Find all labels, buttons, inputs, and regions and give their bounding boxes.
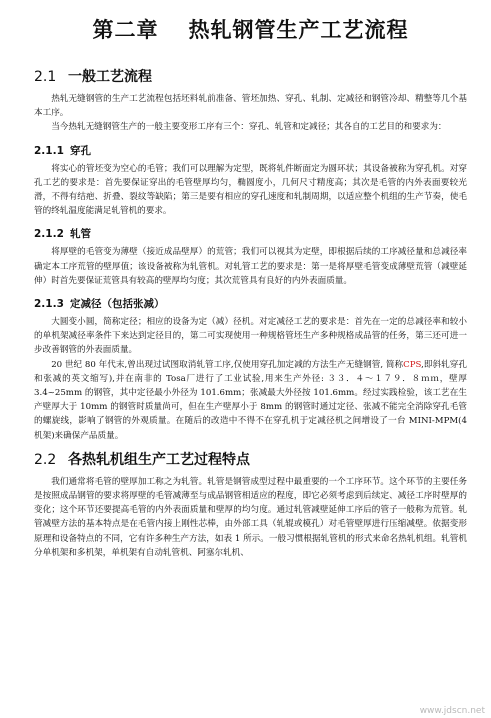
text-run: 20 世纪 80 年代末,曾出现过试图取消轧管工序,仅使用穿孔加定减的方法生产无缝钢管, 简称 [51,359,404,370]
subsection-number: 2.1.2 [34,228,64,241]
chapter-title: 热轧钢管生产工艺流程 [188,17,409,42]
text-run: ,即斜轧穿孔和张减的英文缩写),并在南非的 Tosa厂进行了工业试验,用来生产外径: ３３．４～１７９．８ｍｍ，壁厚 3.4~25mm 的钢管，其中定径最小外径为 101.6mm；张减最大外径按 101.6mm。经过实践检验，该工艺在生产壁厚大于 10mm 的钢管时质量尚可，但在生产壁厚小于 8mm 的钢管时通过定径、张减不能完全消除穿孔毛管的螺旋线，影响了钢管的外观质量。在随后的改造中不得不在穿孔机于定减径机之间增设了一台 MINI-MPM(4 机架)来确保产品质量。 [34,359,468,441]
paragraph: 将实心的管坯变为空心的毛管；我们可以理解为定型，既将轧件断面定为圆环状；其设备被称为穿孔机。对穿孔工艺的要求是：首先要保证穿出的毛管壁厚均匀，椭圆度小，几何尺寸精度高；其次是毛管的内外表面要较光滑，不得有结疤、折叠、裂纹等缺陷；第三是要有相应的穿孔速度和轧制周期，以适应整个机组的生产节奏，使毛管的终轧温度能满足轧管机的要求。 [34,163,467,217]
paragraph: 热轧无缝钢管的生产工艺流程包括坯料轧前准备、管坯加热、穿孔、轧制、定减径和钢管冷却、精整等几个基本工序。 [34,94,467,119]
subsection-title: 轧管 [70,228,91,241]
subsection-title: 穿孔 [70,144,91,157]
subsection-number: 2.1.3 [34,298,64,311]
section-number: 2.1 [34,69,57,85]
paragraph: 将厚壁的毛管变为薄壁（接近成品壁厚）的荒管；我们可以视其为定壁，即根据后续的工序减径量和总减径率确定本工序荒管的壁厚值；该设备被称为轧管机。对轧管工艺的要求是：第一是将厚壁毛管变成薄壁荒管（减壁延伸）时首先要保证荒管具有较高的壁厚均匀度；其次荒管具有良好的内外表面质量。 [34,247,467,286]
subsection-number: 2.1.1 [34,144,64,157]
section-2-1-heading [34,66,467,86]
subsection-2-1-3-heading [34,296,467,311]
watermark: www.jdscn.net [419,706,485,716]
section-title: 一般工艺流程 [68,69,152,85]
chapter-number: 第二章 [92,17,159,42]
chapter-heading [34,14,467,44]
cps-highlight: CPS [403,359,422,370]
subsection-2-1-1-heading [34,143,467,158]
subsection-title: 定减径（包括张减） [70,298,165,311]
section-2-2-heading [34,449,467,469]
section-title: 各热轧机组生产工艺过程特点 [68,451,250,468]
paragraph: 我们通常将毛管的壁厚加工称之为轧管。轧管是钢管成型过程中最重要的一个工序环节。这个环节的主要任务是按照成品钢管的要求将厚壁的毛管减薄至与成品钢管相适应的程度，即它必须考虑到后续定、减径工序时壁厚的变化；这个环节还要提高毛管的内外表面质量和壁厚的均匀度。通过轧管减壁延伸工序后的管子一般称为荒管。轧管减壁方法的基本特点是在毛管内接上刚性芯棒，由外部工具（轧辊或模孔）对毛管壁厚进行压缩减壁。依据变形原理和设备特点的不同，它有许多种生产方法，如表 1 所示。一般习惯根据轧管机的形式来命名热轧机组。轧管机分单机架和多机架，单机架有自动轧管机、阿塞尔轧机、 [34,476,467,558]
paragraph: 当今热轧无缝钢管生产的一般主要变形工序有三个：穿孔、轧管和定减径；其各自的工艺目的和要求为： [51,122,447,133]
paragraph [34,358,467,443]
paragraph: 大圆变小圆，简称定径；相应的设备为定（减）径机。对定减径工艺的要求是：首先在一定的总减径率和较小的单机架减径率条件下来达到定径目的，第二可实现使用一种规格管坯生产多种规格成品管的任务，第三还可进一步改善钢管的外表面质量。 [34,317,467,356]
subsection-2-1-2-heading [34,226,467,241]
section-number: 2.2 [34,451,57,468]
